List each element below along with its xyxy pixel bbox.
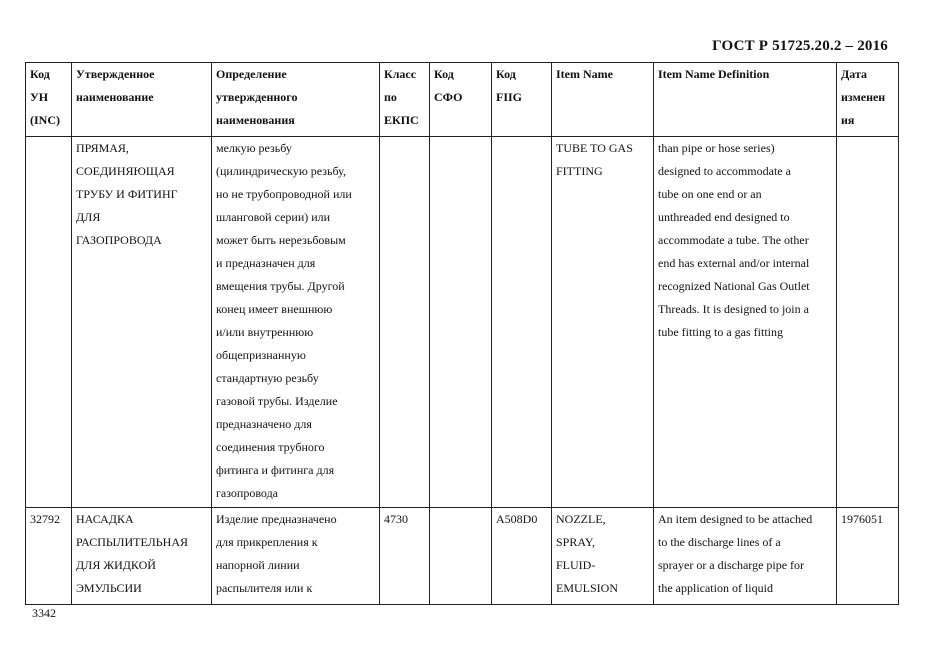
cell-approved-name: ПРЯМАЯ, СОЕДИНЯЮЩАЯ ТРУБУ И ФИТИНГ ДЛЯ ГАЗОПРОВОДА <box>72 137 212 508</box>
header-sfo: Код СФО <box>430 63 492 137</box>
page-number: 3342 <box>32 606 56 620</box>
cell-date <box>837 137 899 508</box>
header-class: Класс по ЕКПС <box>380 63 430 137</box>
cell-approved-name: НАСАДКА РАСПЫЛИТЕЛЬНАЯ ДЛЯ ЖИДКОЙ ЭМУЛЬСИИ <box>72 508 212 605</box>
items-table <box>25 62 899 605</box>
header-item-name: Item Name <box>552 63 654 137</box>
header-approved-name: Утвержденное наименование <box>72 63 212 137</box>
cell-sfo <box>430 508 492 605</box>
cell-sfo <box>430 137 492 508</box>
table-header-row <box>26 63 899 137</box>
header-item-name-definition: Item Name Definition <box>654 63 837 137</box>
cell-date: 1976051 <box>837 508 899 605</box>
header-fiig: Код FIIG <box>492 63 552 137</box>
table-row <box>26 137 899 508</box>
cell-item-name-definition: than pipe or hose series) designed to accommodate a tube on one end or an unthreaded end designed to accommodate a tube. The other end has external and/or internal recognized National Gas Outlet Threads. It is designed to join a tube fitting to a gas fitting <box>654 137 837 508</box>
cell-item-name: TUBE TO GAS FITTING <box>552 137 654 508</box>
cell-definition: Изделие предназначено для прикрепления к напорной линии распылителя или к <box>212 508 380 605</box>
cell-definition: мелкую резьбу (цилиндрическую резьбу, но не трубопроводной или шланговой серии) или может быть нерезьбовым и предназначен для вмещения трубы. Другой конец имеет внешнюю и/или внутреннюю общепризнанную стандартную резьбу газовой трубы. Изделие предназначено для соединения трубного фитинга и фитинга для газопровода <box>212 137 380 508</box>
table-row <box>26 508 899 605</box>
cell-item-name-definition: An item designed to be attached to the discharge lines of a sprayer or a discharge pipe for the application of liquid <box>654 508 837 605</box>
header-date: Дата изменен ия <box>837 63 899 137</box>
cell-class <box>380 137 430 508</box>
cell-inc <box>26 137 72 508</box>
header-definition: Определение утвержденного наименования <box>212 63 380 137</box>
cell-class: 4730 <box>380 508 430 605</box>
cell-fiig <box>492 137 552 508</box>
cell-item-name: NOZZLE, SPRAY, FLUID- EMULSION <box>552 508 654 605</box>
document-title: ГОСТ Р 51725.20.2 – 2016 <box>712 38 888 54</box>
cell-fiig: A508D0 <box>492 508 552 605</box>
header-inc: Код УН (INC) <box>26 63 72 137</box>
cell-inc: 32792 <box>26 508 72 605</box>
